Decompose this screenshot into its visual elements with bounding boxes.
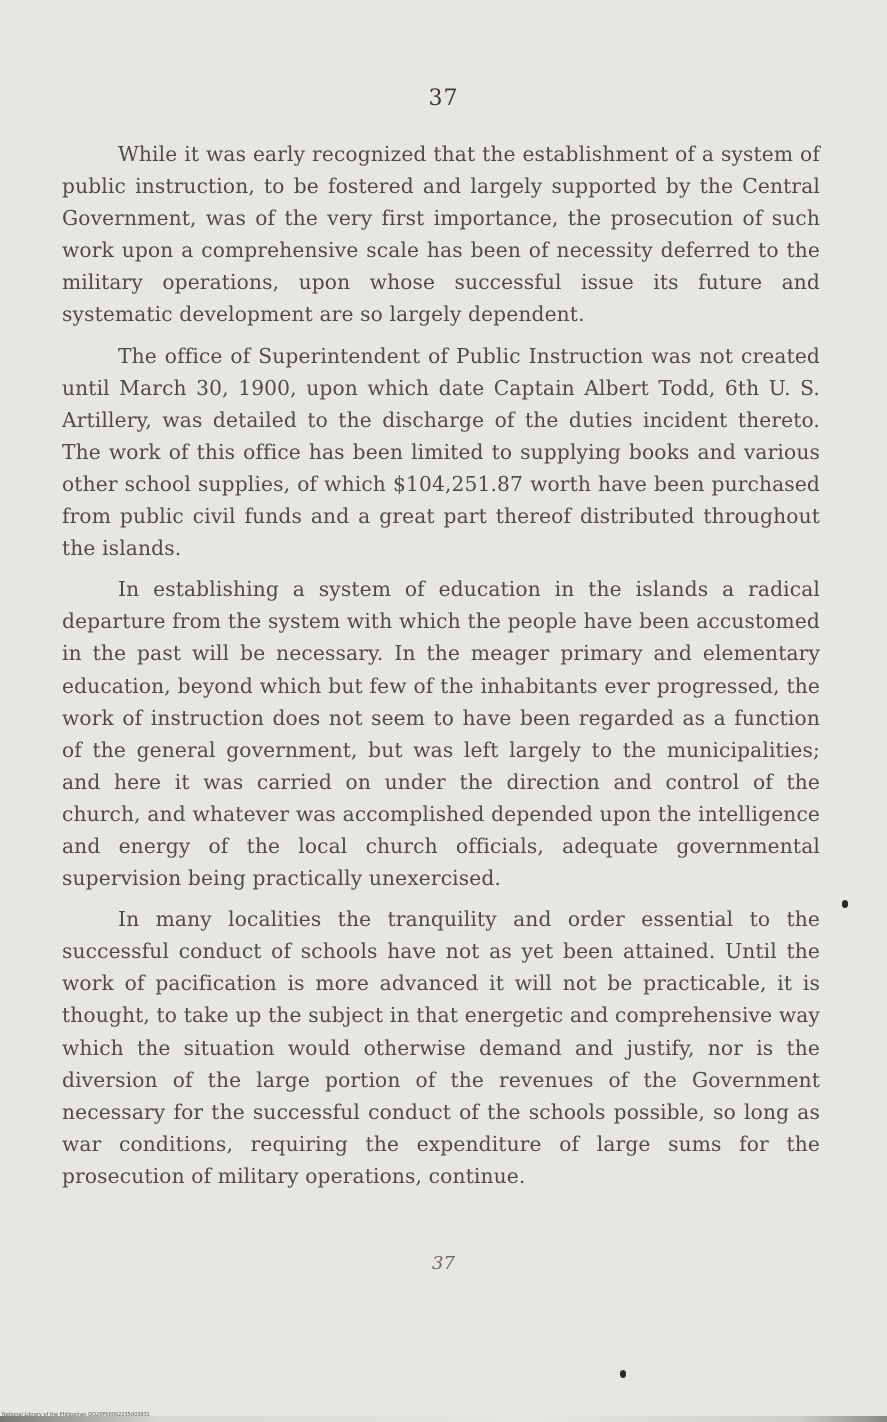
page-number-bottom: 37 xyxy=(432,1253,455,1274)
page-number-top: 37 xyxy=(428,86,459,111)
scan-footer-caption: National Library of the Philippines DO20P00002235003931 xyxy=(2,1412,150,1418)
ink-speck-right xyxy=(842,900,848,908)
paragraph-1: While it was early recognized that the establishment of a system of public instruction, to be fostered and largely supported by the Central Government, was of the very first importance, the prosecution of such work upon a comprehensive scale has been of necessity deferred to the military operations, upon whose successful issue its future and systematic development are so largely dependent. xyxy=(62,142,820,327)
paragraph-2: The office of Superintendent of Public Instruction was not created until March 30, 1900, upon which date Captain Albert Todd, 6th U. S. Artillery, was detailed to the discharge of the duties incident thereto. The work of this office has been limited to supplying books and various other school supplies, of which $104,251.87 worth have been purchased from public civil funds and a great part thereof distributed throughout the islands. xyxy=(62,343,820,561)
paragraph-4: In many localities the tranquility and order essential to the successful conduct of schools have not as yet been attained. Until the work of pacification is more advanced it will not be practicable, it is thought, to take up the subject in that energetic and comprehensive way which the situation would otherwise demand and justify, nor is the diversion of the large portion of the revenues of the Government necessary for the successful conduct of the schools possible, so long as war conditions, requiring the expenditure of large sums for the prosecution of military operations, continue. xyxy=(62,907,820,1188)
ink-speck-bottom xyxy=(620,1370,626,1378)
body-text xyxy=(62,138,820,1201)
paragraph-3: In establishing a system of education in the islands a radical departure from the system with which the people have been accustomed in the past will be necessary. In the meager primary and elementary education, beyond which but few of the inhabitants ever progressed, the work of instruction does not seem to have been regarded as a function of the general government, but was left largely to the municipalities; and here it was carried on under the direction and control of the church, and whatever was accomplished depended upon the intelligence and energy of the local church officials, adequate governmental supervision being practically unexercised. xyxy=(62,577,820,891)
